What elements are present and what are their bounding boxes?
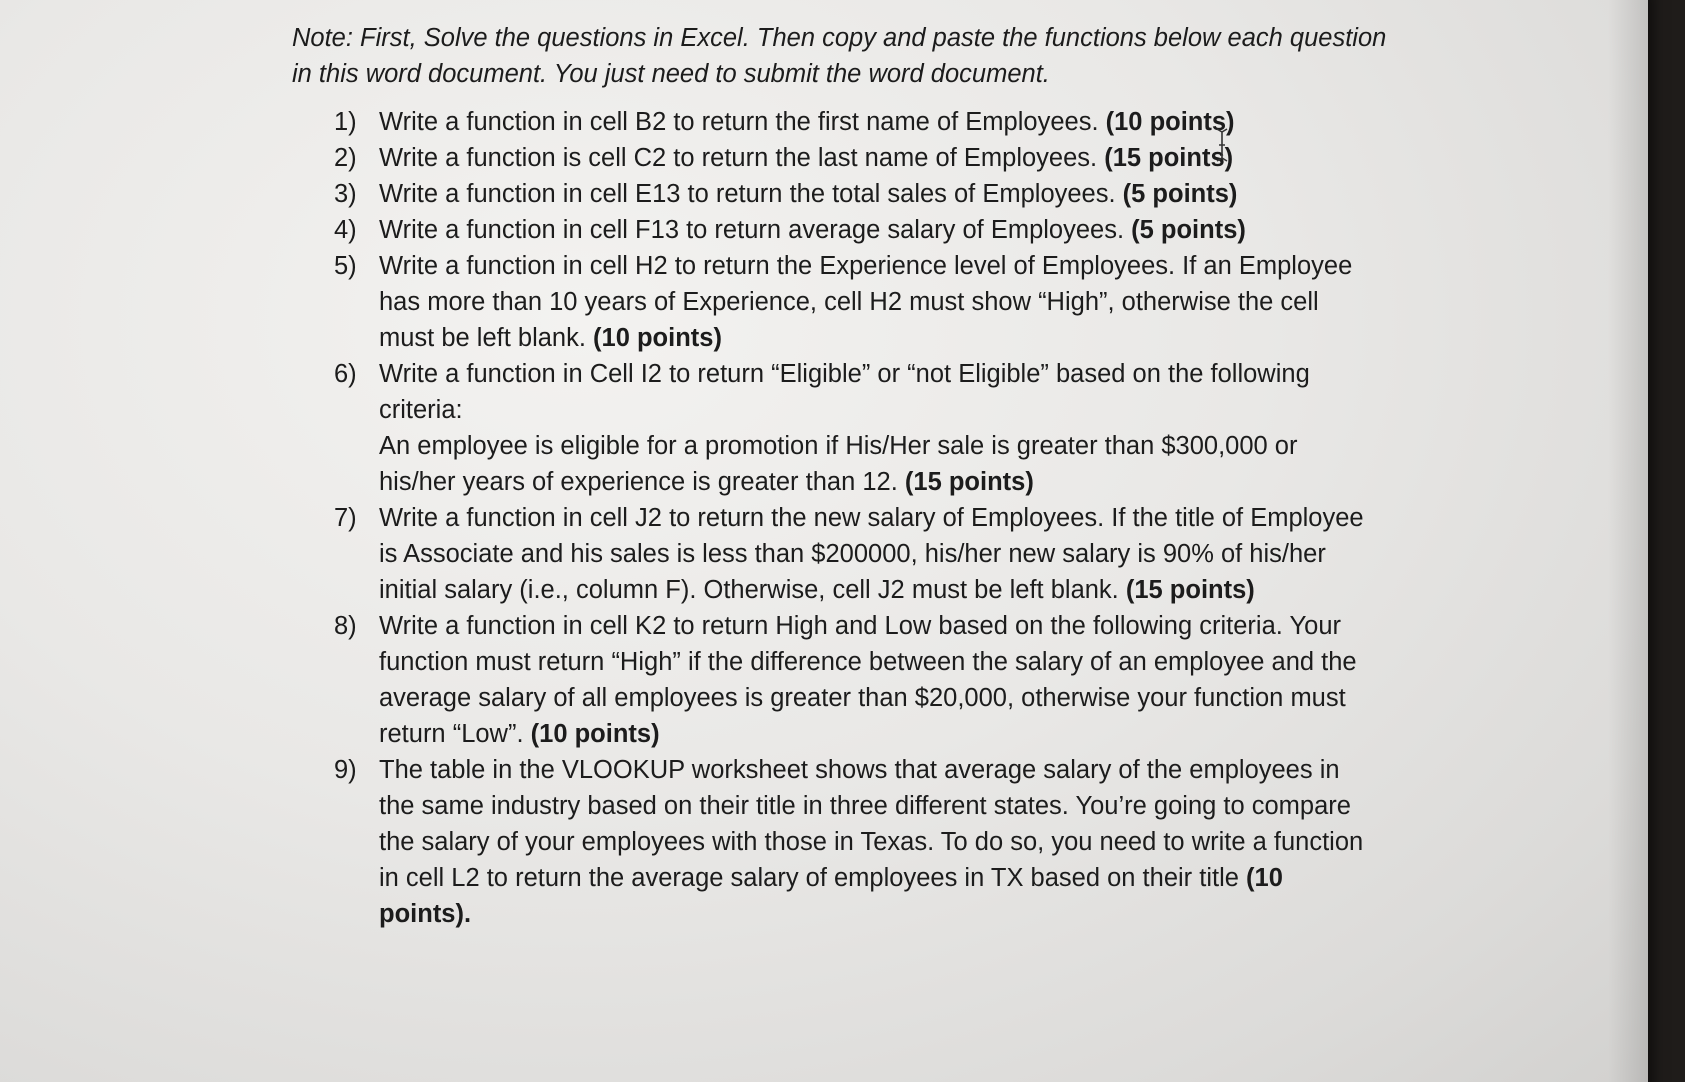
- question-text: Write a function in cell E13 to return the total sales of Employees.: [379, 180, 1123, 208]
- question-points: (15 points): [1125, 576, 1255, 604]
- question-text: Write a function in cell F13 to return average salary of Employees.: [379, 216, 1132, 244]
- question-number: 7): [334, 504, 357, 532]
- question-points: (5 points): [1122, 180, 1238, 208]
- question-item-6: [292, 356, 1379, 500]
- question-points: (10 points).: [379, 864, 1283, 928]
- question-points: (5 points): [1131, 216, 1246, 244]
- question-text: Write a function in cell B2 to return the first name of Employees.: [379, 108, 1106, 136]
- question-number: 2): [334, 144, 357, 172]
- question-number: 4): [334, 216, 357, 244]
- question-points: (10 points): [593, 324, 722, 352]
- question-text: Write a function in Cell I2 to return “Eligible” or “not Eligible” based on the following criteria:: [379, 360, 1310, 424]
- question-list: [292, 104, 1412, 932]
- question-points: (10 points): [530, 720, 660, 748]
- paper-edge-shadow: [1608, 0, 1648, 1082]
- question-number: 1): [334, 108, 357, 136]
- instruction-note: Note: First, Solve the questions in Excel. Then copy and paste the functions below each question in this word document. You just need to submit the word document.: [292, 24, 1387, 88]
- question-number: 5): [334, 252, 357, 280]
- question-item-5: [292, 248, 1379, 356]
- question-item-9: [292, 752, 1379, 932]
- question-item-7: [292, 500, 1379, 608]
- question-text: The table in the VLOOKUP worksheet shows that average salary of the employees in the same industry based on their title in three different states. You’re going to compare the salary of your employees with those in Texas. To do so, you need to write a function in cell L2 to return the average salary of employees in TX based on their title: [379, 756, 1364, 892]
- question-item-3: [292, 176, 1379, 212]
- question-criteria: [379, 428, 1379, 500]
- question-text: Write a function is cell C2 to return the last name of Employees.: [379, 144, 1105, 172]
- document-body: [292, 20, 1412, 932]
- question-text: Write a function in cell H2 to return the Experience level of Employees. If an Employee has more than 10 years of Experience, cell H2 must show “High”, otherwise the cell must be left blank.: [379, 252, 1353, 352]
- question-points: (15 points): [904, 468, 1034, 496]
- question-item-8: [292, 608, 1379, 752]
- question-points: (15 points): [1104, 144, 1234, 172]
- question-number: 3): [334, 180, 357, 208]
- question-criteria-text: An employee is eligible for a promotion if His/Her sale is greater than $300,000 or his/her years of experience is greater than 12.: [379, 432, 1298, 496]
- question-number: 6): [334, 360, 357, 388]
- question-text: Write a function in cell K2 to return High and Low based on the following criteria. Your function must return “High” if the difference between the salary of an employee and the average salary of all employees is greater than $20,000, otherwise your function must return “Low”.: [379, 612, 1357, 748]
- question-points: (10 points): [1105, 108, 1235, 136]
- question-number: 8): [334, 612, 357, 640]
- question-text: Write a function in cell J2 to return the new salary of Employees. If the title of Employee is Associate and his sales is less than $200000, his/her new salary is 90% of his/her initial salary (i.e., column F). Otherwise, cell J2 must be left blank.: [379, 504, 1364, 604]
- text-cursor-icon: [1215, 128, 1229, 162]
- question-number: 9): [334, 756, 357, 784]
- question-item-4: [292, 212, 1379, 248]
